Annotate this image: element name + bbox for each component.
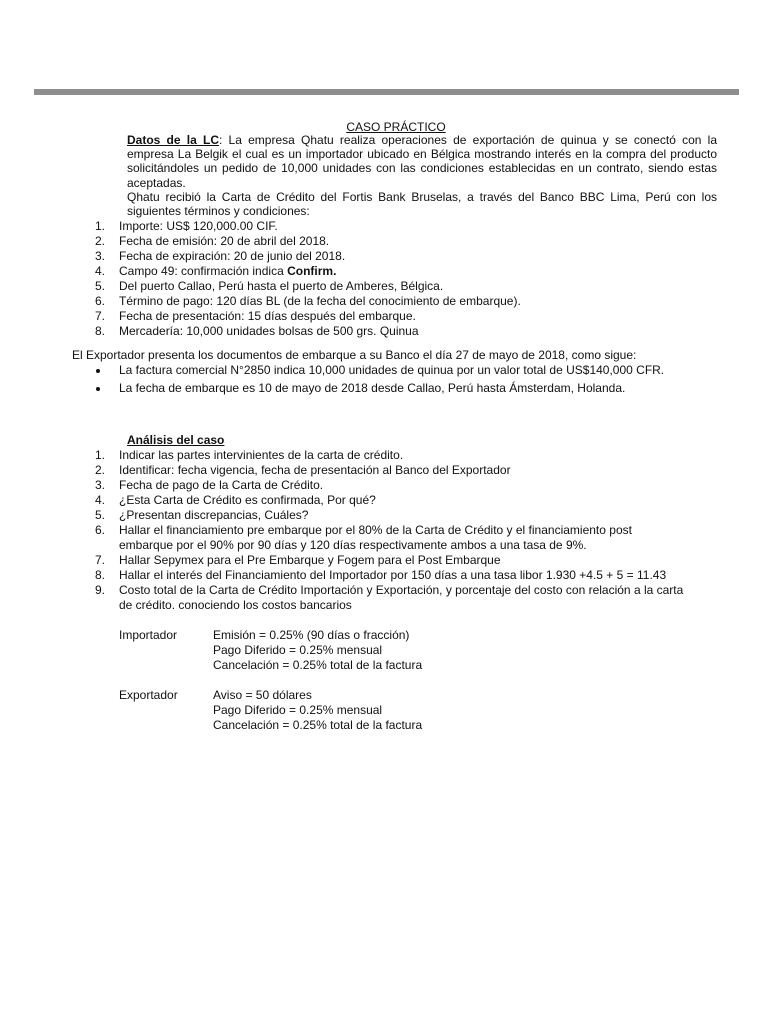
cost-row — [119, 628, 679, 643]
list-item — [0, 264, 768, 279]
list-text: Mercadería: 10,000 unidades bolsas de 500 grs. Quinua — [119, 324, 419, 338]
list-text: Costo total de la Carta de Crédito Importación y Exportación, y porcentaje del costo con relación a la carta de crédito. conociendo los costos bancarios — [119, 583, 684, 612]
cost-value: Cancelación = 0.25% total de la factura — [213, 718, 423, 732]
importer-label: Importador — [119, 628, 178, 642]
cost-row — [119, 643, 679, 658]
cost-value: Pago Diferido = 0.25% mensual — [213, 643, 383, 657]
list-number: 6. — [95, 523, 106, 537]
list-item — [0, 478, 768, 493]
list-item — [0, 279, 768, 294]
cost-row — [119, 658, 679, 673]
list-item — [0, 363, 679, 378]
list-text: Del puerto Callao, Perú hasta el puerto de Amberes, Bélgica. — [119, 279, 444, 293]
cost-row — [119, 688, 679, 703]
top-rule — [34, 89, 739, 95]
list-item — [0, 448, 768, 463]
costs-table — [119, 628, 679, 733]
cost-value: Cancelación = 0.25% total de la factura — [213, 658, 423, 672]
list-number: 4. — [95, 264, 106, 278]
exporter-statement: El Exportador presenta los documentos de embarque a su Banco el día 27 de mayo de 2018, como sigue: — [72, 348, 637, 362]
list-number: 7. — [95, 553, 106, 567]
list-text: Fecha de presentación: 15 días después del embarque. — [119, 309, 416, 323]
list-item — [0, 493, 768, 508]
list-item — [0, 294, 768, 309]
cost-value: Pago Diferido = 0.25% mensual — [213, 703, 383, 717]
list-text: Importe: US$ 120,000.00 CIF. — [119, 219, 278, 233]
list-item — [0, 381, 679, 396]
list-item — [0, 508, 768, 523]
list-number: 6. — [95, 294, 106, 308]
list-text: Hallar el interés del Financiamiento del Importador por 150 días a una tasa libor 1.930 +4.5 + 5 = 11.43 — [119, 568, 667, 582]
bullet-icon — [96, 369, 100, 373]
list-text: La factura comercial N°2850 indica 10,000 unidades de quinua por un valor total de US$140,000 CFR. — [119, 363, 665, 377]
list-item — [0, 553, 768, 568]
list-item — [0, 324, 768, 339]
list-number: 5. — [95, 279, 106, 293]
list-number: 3. — [95, 249, 106, 263]
list-text: Fecha de expiración: 20 de junio del 2018. — [119, 249, 346, 263]
list-text: Fecha de emisión: 20 de abril del 2018. — [119, 234, 330, 248]
list-number: 5. — [95, 508, 106, 522]
list-item — [0, 568, 679, 583]
intro-paragraph-2: Qhatu recibió la Carta de Crédito del Fortis Bank Bruselas, a través del Banco BBC Lima, Perú con los siguientes términos y condiciones: — [127, 189, 717, 219]
confirm-bold: Confirm. — [287, 264, 337, 278]
intro-text-1: : La empresa Qhatu realiza operaciones de exportación de quinua y se conectó con la empresa La Belgik el cual es un importador ubicado en Bélgica mostrando interés en la compra del producto solicitándoles un pedido de 10,000 unidades con las condiciones establecidas en un contrato, siendo estas aceptadas. — [127, 133, 717, 190]
list-number: 2. — [95, 463, 106, 477]
list-number: 2. — [95, 234, 106, 248]
intro-section — [127, 133, 717, 218]
analysis-list — [0, 448, 768, 613]
list-item — [0, 463, 768, 478]
analysis-heading: Análisis del caso — [127, 433, 225, 447]
conditions-list — [0, 219, 768, 339]
list-text: Indicar las partes intervinientes de la carta de crédito. — [119, 448, 404, 462]
exporter-label: Exportador — [119, 688, 178, 702]
list-number: 3. — [95, 478, 106, 492]
list-item — [0, 249, 768, 264]
intro-paragraph-1 — [127, 133, 717, 190]
list-text: Término de pago: 120 días BL (de la fecha del conocimiento de embarque). — [119, 294, 521, 308]
cost-spacer — [119, 673, 679, 688]
list-text: ¿Presentan discrepancias, Cuáles? — [119, 508, 309, 522]
list-item — [0, 583, 699, 613]
list-number: 9. — [95, 583, 106, 597]
list-text: Campo 49: confirmación indica — [119, 264, 288, 278]
cost-value: Aviso = 50 dólares — [213, 688, 312, 702]
documents-list — [0, 363, 768, 399]
list-text: Hallar Sepymex para el Pre Embarque y Fogem para el Post Embarque — [119, 553, 501, 567]
list-number: 1. — [95, 448, 106, 462]
list-item — [0, 309, 768, 324]
cost-row — [119, 703, 679, 718]
list-item — [0, 523, 679, 553]
list-item — [0, 234, 768, 249]
list-number: 7. — [95, 309, 106, 323]
list-item — [0, 219, 768, 234]
list-number: 8. — [95, 568, 106, 582]
bullet-icon — [96, 387, 100, 391]
list-number: 8. — [95, 324, 106, 338]
list-text: Hallar el financiamiento pre embarque por el 80% de la Carta de Crédito y el financiamiento post embarque por el 90% por 90 días y 120 días respectivamente ambos a una tasa de 9%. — [119, 523, 632, 552]
cost-row — [119, 718, 679, 733]
list-text: Fecha de pago de la Carta de Crédito. — [119, 478, 324, 492]
list-text: ¿Esta Carta de Crédito es confirmada, Por qué? — [119, 493, 376, 507]
page-title: CASO PRÁCTICO — [346, 120, 446, 134]
list-number: 1. — [95, 219, 106, 233]
list-text: La fecha de embarque es 10 de mayo de 2018 desde Callao, Perú hasta Ámsterdam, Holanda. — [119, 381, 626, 395]
intro-lead: Datos de la LC — [127, 133, 219, 147]
cost-value: Emisión = 0.25% (90 días o fracción) — [213, 628, 410, 642]
list-text: Identificar: fecha vigencia, fecha de presentación al Banco del Exportador — [119, 463, 511, 477]
list-number: 4. — [95, 493, 106, 507]
